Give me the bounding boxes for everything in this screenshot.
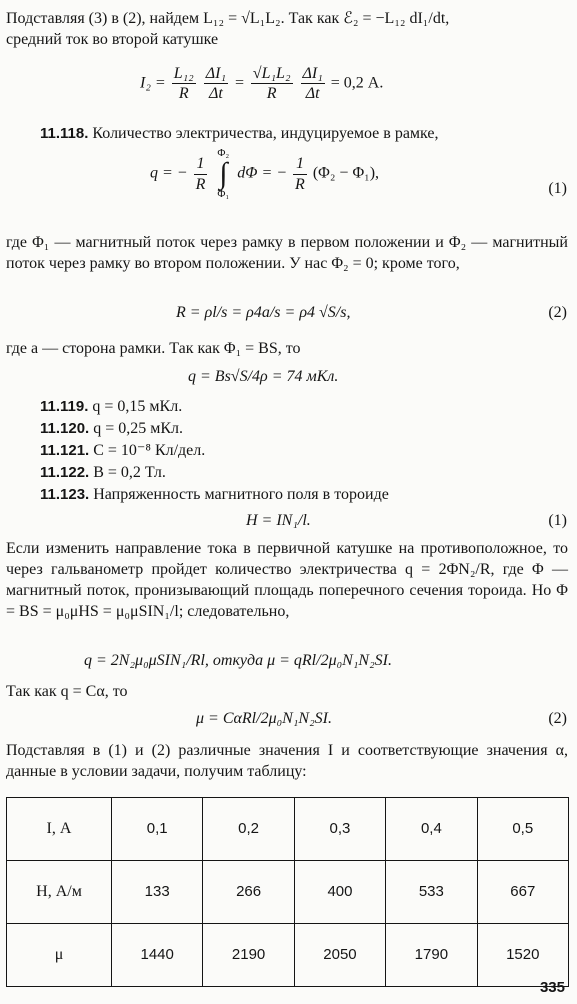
- row-header: μ: [7, 924, 112, 987]
- answer-11-120: [40, 418, 183, 439]
- integral-lower-limit: Φ₁: [217, 188, 230, 200]
- table-cell: 2190: [203, 924, 294, 987]
- eq-r-tag: (2): [548, 304, 567, 321]
- eq-i2-f1-den: R: [178, 85, 189, 103]
- paragraph-reverse-current: Если изменить направление тока в первичной катушке на противоположное, то через гальванометр пройдет количество электричества q = 2ΦN₂/R, где Φ — магнитный поток, пронизывающий площадь поперечного сечения тороида. Но Φ = BS = μ₀μHS = μ₀μSIN₁/l; следовательно,: [6, 540, 568, 621]
- eq-i2-fraction-2: [204, 64, 228, 103]
- eq-i2-fraction-3: [251, 64, 293, 103]
- answer-11-122: [40, 462, 166, 483]
- paragraph-where-phi: где Φ₁ — магнитный поток через рамку в первом положении и Φ₂ — магнитный поток через рамку во втором положении. У нас Φ₂ = 0; кроме того,: [6, 234, 568, 273]
- problem-text: Количество электричества, индуцируемое в рамке,: [88, 125, 439, 142]
- eq-i2-fraction-1: [172, 64, 196, 103]
- row-header: I, А: [7, 798, 112, 861]
- problem-text: Напряженность магнитного поля в тороиде: [89, 486, 389, 503]
- table-cell: 0,1: [112, 798, 203, 861]
- row-header: H, А/м: [7, 861, 112, 924]
- eq-q-fraction-1: [194, 154, 208, 193]
- answer-text: B = 0,2 Тл.: [89, 464, 166, 481]
- eq-i2-f3-den: R: [266, 85, 277, 103]
- equation-field-strength: H = IN₁/l.: [246, 512, 311, 529]
- table-cell: 0,3: [294, 798, 385, 861]
- equation-charge-integral: [150, 148, 379, 200]
- eq-i2-fraction-4: [301, 64, 325, 103]
- answer-number: 11.119.: [40, 398, 89, 415]
- eq-q-f2-den: R: [295, 175, 305, 193]
- answer-number: 11.121.: [40, 442, 90, 459]
- equation-mu-derivation: q = 2N₂μ₀μSIN₁/Rl, откуда μ = qRl/2μ₀N₁N₂SI.: [84, 652, 392, 669]
- integral-upper-limit: Φ₂: [217, 147, 230, 159]
- answer-text: q = 0,15 мКл.: [88, 398, 183, 415]
- eq-i2-f1-num: L₁₂: [172, 64, 196, 84]
- eq-q-tag: (1): [548, 180, 567, 197]
- eq-i2-f2-den: Δt: [208, 85, 223, 103]
- eq-q-body: dΦ = −: [237, 164, 288, 182]
- table-cell: 2050: [294, 924, 385, 987]
- table-cell: 1440: [112, 924, 203, 987]
- answer-text: q = 0,25 мКл.: [89, 420, 184, 437]
- equation-resistance: R = ρl/s = ρ4a/s = ρ4 √S/s,: [176, 304, 351, 321]
- eq-q-f1-den: R: [195, 175, 206, 193]
- table-row-field: [7, 861, 569, 924]
- table-cell: 667: [477, 861, 568, 924]
- answer-number: 11.120.: [40, 420, 90, 437]
- eq-i2-mid: =: [234, 74, 245, 92]
- eq-q-f1-num: 1: [194, 154, 208, 174]
- intro-line-2: средний ток во второй катушке: [6, 31, 219, 48]
- table-row-permeability: [7, 924, 569, 987]
- table-cell: 266: [203, 861, 294, 924]
- results-table: [6, 797, 569, 987]
- problem-number: 11.123.: [40, 486, 90, 503]
- eq-i2-lhs: I₂ =: [140, 74, 166, 92]
- eq-q-f2-num: 1: [293, 154, 307, 174]
- table-row-current: [7, 798, 569, 861]
- eq-h-tag: (1): [548, 512, 567, 529]
- equation-mu-final: μ = CαRl/2μ₀N₁N₂SI.: [196, 710, 332, 727]
- problem-number: 11.118.: [40, 125, 89, 142]
- answer-number: 11.122.: [40, 464, 90, 481]
- answer-text: C = 10⁻⁸ Кл/дел.: [89, 442, 206, 459]
- table-cell: 1520: [477, 924, 568, 987]
- equation-charge-value: q = Bs√S/4ρ = 74 мКл.: [188, 368, 339, 385]
- eq-i2-f3-num: √L₁L₂: [251, 64, 293, 84]
- table-cell: 1790: [386, 924, 477, 987]
- paragraph-table-intro: Подставляя в (1) и (2) различные значения I и соответствующие значения α, данные в условии задачи, получим таблицу:: [6, 742, 568, 781]
- table-cell: 533: [386, 861, 477, 924]
- problem-11-123: [40, 484, 389, 505]
- paragraph-where-a: где a — сторона рамки. Так как Φ₁ = BS, то: [6, 340, 301, 357]
- eq-q-lhs: q = −: [150, 164, 188, 182]
- paragraph-since: Так как q = Cα, то: [6, 683, 128, 700]
- eq-q-fraction-2: [293, 154, 307, 193]
- eq-i2-f2-num: ΔI₁: [204, 64, 228, 84]
- problem-11-118: [6, 123, 439, 144]
- table-cell: 0,4: [386, 798, 477, 861]
- table-cell: 400: [294, 861, 385, 924]
- integral-symbol: ∫: [219, 157, 228, 190]
- eq-q-tail: (Φ₂ − Φ₁),: [312, 164, 380, 182]
- table-cell: 0,2: [203, 798, 294, 861]
- table-cell: 0,5: [477, 798, 568, 861]
- answer-11-121: [40, 440, 205, 461]
- integral-sign: [217, 148, 229, 200]
- eq-i2-result: = 0,2 А.: [330, 74, 384, 92]
- eq-mu-tag: (2): [548, 710, 567, 727]
- eq-i2-f4-den: Δt: [305, 85, 320, 103]
- answer-11-119: [40, 396, 182, 417]
- page-number: 335: [539, 979, 565, 996]
- intro-line-1: Подставляя (3) в (2), найдем L₁₂ = √L₁L₂. Так как ℰ₂ = −L₁₂ dI₁/dt,: [6, 10, 450, 27]
- equation-current-i2: [140, 64, 383, 103]
- table-cell: 133: [112, 861, 203, 924]
- eq-i2-f4-num: ΔI₁: [301, 64, 325, 84]
